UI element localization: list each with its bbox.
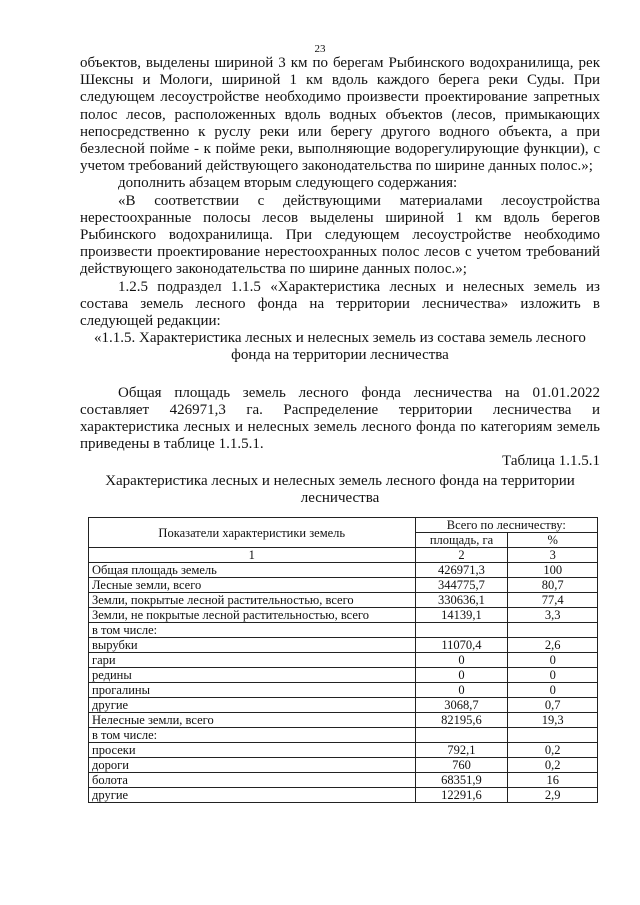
colnum-3: 3 [508, 548, 598, 563]
header-indicator: Показатели характеристики земель [89, 518, 416, 548]
row-area: 11070,4 [415, 638, 508, 653]
row-pct: 0,7 [508, 698, 598, 713]
table-row [89, 773, 598, 788]
table-row [89, 728, 598, 743]
table-row [89, 563, 598, 578]
table-row [89, 698, 598, 713]
table-row [89, 668, 598, 683]
row-area: 760 [415, 758, 508, 773]
table-row [89, 758, 598, 773]
colnum-1: 1 [89, 548, 416, 563]
row-pct: 0,2 [508, 758, 598, 773]
table-header-row [89, 518, 598, 533]
row-pct: 2,9 [508, 788, 598, 803]
row-pct: 77,4 [508, 593, 598, 608]
table-colnum-row [89, 548, 598, 563]
paragraph-1: объектов, выделены шириной 3 км по берегам Рыбинского водохранилища, рек Шексны и Мологи, шириной 1 км вдоль каждого берега реки Суды. При следующем лесоустройстве необходимо произвести проектирование запретных полос лесов, расположенных вдоль водных объектов (лесов, примыкающих непосредственно к руслу реки или берегу другого водного объекта, а при безлесной пойме - к пойме реки, выполняющие водорегулирующие функции), с учетом требований действующего законодательства по ширине данных полос.»; [80, 55, 600, 175]
row-pct: 19,3 [508, 713, 598, 728]
row-label: прогалины [89, 683, 416, 698]
table-row [89, 608, 598, 623]
row-pct [508, 728, 598, 743]
row-label: Лесные земли, всего [89, 578, 416, 593]
row-pct: 80,7 [508, 578, 598, 593]
row-area: 792,1 [415, 743, 508, 758]
row-pct: 3,3 [508, 608, 598, 623]
document-body [80, 55, 600, 507]
row-label: болота [89, 773, 416, 788]
row-area: 14139,1 [415, 608, 508, 623]
row-pct [508, 623, 598, 638]
row-area [415, 728, 508, 743]
table-row [89, 713, 598, 728]
table-body [89, 563, 598, 803]
row-area [415, 623, 508, 638]
row-label: вырубки [89, 638, 416, 653]
row-pct: 0,2 [508, 743, 598, 758]
header-pct: % [508, 533, 598, 548]
row-pct: 0 [508, 683, 598, 698]
row-label: другие [89, 698, 416, 713]
table-row [89, 638, 598, 653]
table-row [89, 578, 598, 593]
row-label: Общая площадь земель [89, 563, 416, 578]
row-label: просеки [89, 743, 416, 758]
row-area: 0 [415, 668, 508, 683]
row-label: редины [89, 668, 416, 683]
table-label: Таблица 1.1.5.1 [502, 453, 600, 470]
land-characteristics-table [88, 517, 598, 803]
header-area: площадь, га [415, 533, 508, 548]
row-label: дороги [89, 758, 416, 773]
row-area: 0 [415, 653, 508, 668]
table-row [89, 788, 598, 803]
row-area: 68351,9 [415, 773, 508, 788]
row-pct: 0 [508, 653, 598, 668]
row-label: в том числе: [89, 728, 416, 743]
spacer [80, 365, 600, 385]
header-total: Всего по лесничеству: [415, 518, 597, 533]
row-area: 330636,1 [415, 593, 508, 608]
table-row [89, 653, 598, 668]
row-area: 12291,6 [415, 788, 508, 803]
row-label: в том числе: [89, 623, 416, 638]
colnum-2: 2 [415, 548, 508, 563]
section-heading: «1.1.5. Характеристика лесных и нелесных земель из состава земель лесного фонда на территории лесничества [94, 330, 586, 364]
row-area: 344775,7 [415, 578, 508, 593]
page-number: 23 [314, 43, 326, 55]
row-label: другие [89, 788, 416, 803]
row-area: 0 [415, 683, 508, 698]
row-label: Земли, покрытые лесной растительностью, всего [89, 593, 416, 608]
paragraph-2: дополнить абзацем вторым следующего содержания: [118, 175, 458, 192]
table-caption: Характеристика лесных и нелесных земель лесного фонда на территории лесничества [105, 472, 575, 506]
row-label: гари [89, 653, 416, 668]
paragraph-4: 1.2.5 подраздел 1.1.5 «Характеристика лесных и нелесных земель из состава земель лесного фонда на территории лесничества» изложить в следующей редакции: [80, 278, 600, 330]
row-pct: 100 [508, 563, 598, 578]
table-row [89, 683, 598, 698]
table-row [89, 623, 598, 638]
row-area: 3068,7 [415, 698, 508, 713]
paragraph-5: Общая площадь земель лесного фонда лесничества на 01.01.2022 составляет 426971,3 га. Распределение территории лесничества и характеристика лесных и нелесных земель лесного фонда по категориям земель приведены в таблице 1.1.5.1. [80, 384, 600, 453]
row-area: 82195,6 [415, 713, 508, 728]
table-row [89, 743, 598, 758]
paragraph-3: «В соответствии с действующими материалами лесоустройства нерестоохранные полосы лесов выделены шириной 1 км вдоль берегов Рыбинского водохранилища. При следующем лесоустройстве необходимо произвести проектирование нерестоохранных полос лесов с учетом требований действующего законодательства по ширине данных полос.»; [80, 192, 600, 278]
row-label: Нелесные земли, всего [89, 713, 416, 728]
row-label: Земли, не покрытые лесной растительностью, всего [89, 608, 416, 623]
row-pct: 0 [508, 668, 598, 683]
row-area: 426971,3 [415, 563, 508, 578]
table-row [89, 593, 598, 608]
row-pct: 2,6 [508, 638, 598, 653]
row-pct: 16 [508, 773, 598, 788]
